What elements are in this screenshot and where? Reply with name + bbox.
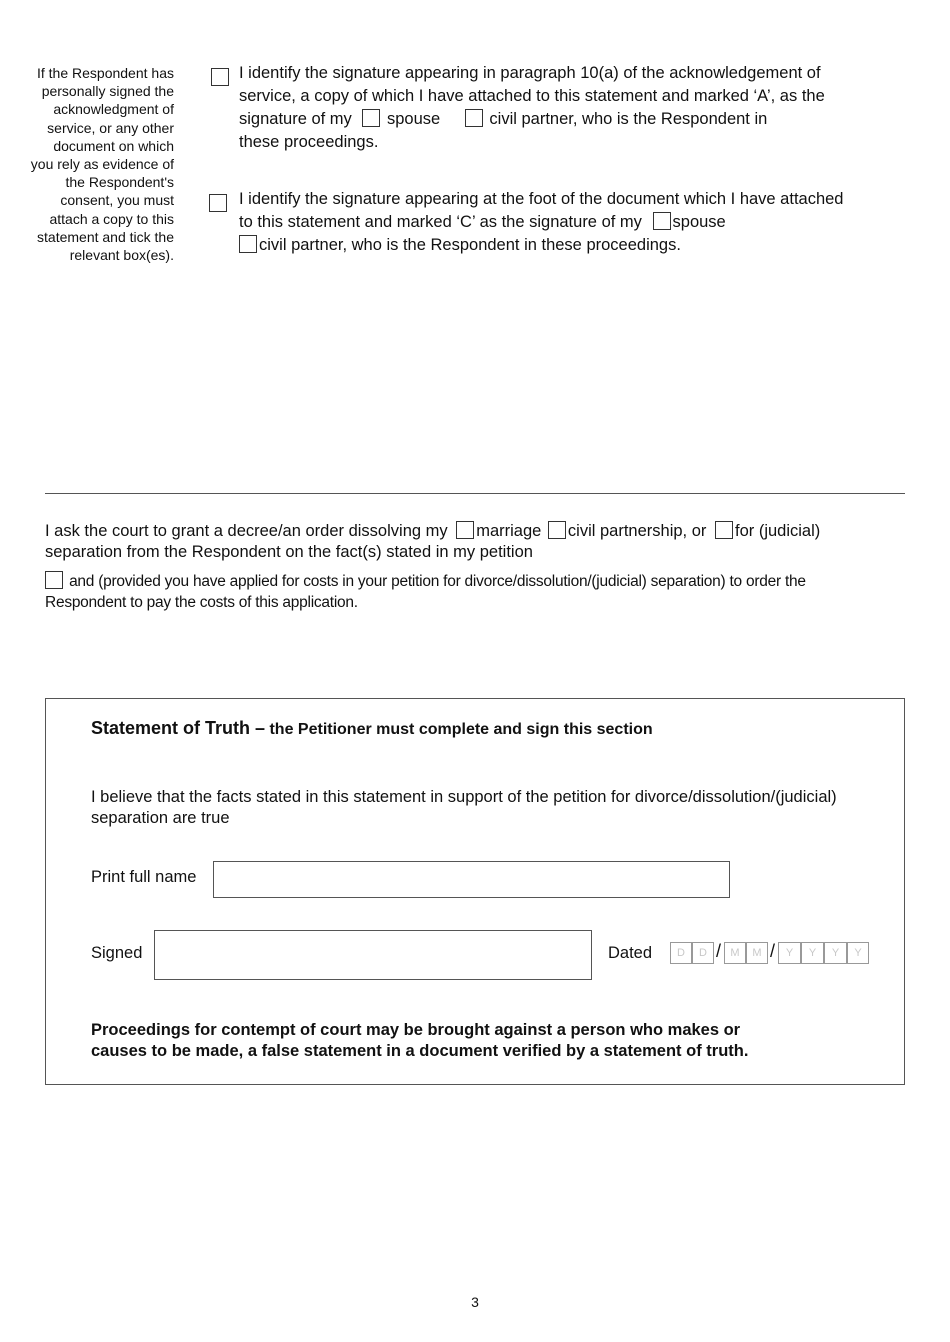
date-year-1[interactable]: Y xyxy=(778,942,801,964)
option-c-civil-partner-checkbox[interactable] xyxy=(239,235,257,253)
option-c-text: I identify the signature appearing at the foot of the document which I have attached to this statement and marked ‘C’ as the signature of my spouse civil partner, who is the Respondent in these proceedings. xyxy=(239,190,844,254)
marriage-checkbox[interactable] xyxy=(456,521,474,539)
date-year-3[interactable]: Y xyxy=(824,942,847,964)
option-a-checkbox[interactable] xyxy=(211,68,229,86)
date-year-2[interactable]: Y xyxy=(801,942,824,964)
date-separator: / xyxy=(716,941,722,961)
sidebar-note: If the Respondent has personally signed the acknowledgment of service, or any other document on which you rely as evidence of the Respondent's consent, you must attach a copy to this statement and tick the relevant box(es). xyxy=(30,65,174,264)
costs-checkbox[interactable] xyxy=(45,571,63,589)
date-day-1[interactable]: D xyxy=(670,942,692,964)
belief-statement: I believe that the facts stated in this statement in support of the petition for divorce/dissolution/(judicial) separation are true xyxy=(91,788,837,827)
costs-request: and (provided you have applied for costs in your petition for divorce/dissolution/(judicial) separation) to order the Respondent to pay the costs of this application. xyxy=(45,573,806,611)
option-a-text: I identify the signature appearing in paragraph 10(a) of the acknowledgement of service, a copy of which I have attached to this statement and marked ‘A’, as the signature of my spouse civil partner, who is the Respondent in these proceedings. xyxy=(239,64,825,151)
separation-checkbox[interactable] xyxy=(715,521,733,539)
statement-of-truth-heading: Statement of Truth – the Petitioner must complete and sign this section xyxy=(91,718,653,738)
date-day-2[interactable]: D xyxy=(692,942,714,964)
section-divider xyxy=(45,493,905,494)
option-c-checkbox[interactable] xyxy=(209,194,227,212)
option-a-civil-partner-checkbox[interactable] xyxy=(465,109,483,127)
decree-request: I ask the court to grant a decree/an order dissolving my marriage civil partnership, or for (judicial) separation from the Respondent on the fact(s) stated in my petition xyxy=(45,522,821,561)
date-year-4[interactable]: Y xyxy=(847,942,869,964)
print-name-field[interactable] xyxy=(213,861,730,898)
date-month-2[interactable]: M xyxy=(746,942,768,964)
dated-label: Dated xyxy=(608,944,653,962)
print-name-label: Print full name xyxy=(91,868,197,886)
date-month-1[interactable]: M xyxy=(724,942,746,964)
page-number: 3 xyxy=(471,1294,479,1310)
signature-field[interactable] xyxy=(154,930,592,980)
contempt-warning: Proceedings for contempt of court may be brought against a person who makes or causes to be made, a false statement in a document verified by a statement of truth. xyxy=(91,1021,749,1060)
option-a-spouse-checkbox[interactable] xyxy=(362,109,380,127)
civil-partnership-checkbox[interactable] xyxy=(548,521,566,539)
date-separator: / xyxy=(770,941,776,961)
signed-label: Signed xyxy=(91,944,143,962)
option-c-spouse-checkbox[interactable] xyxy=(653,212,671,230)
